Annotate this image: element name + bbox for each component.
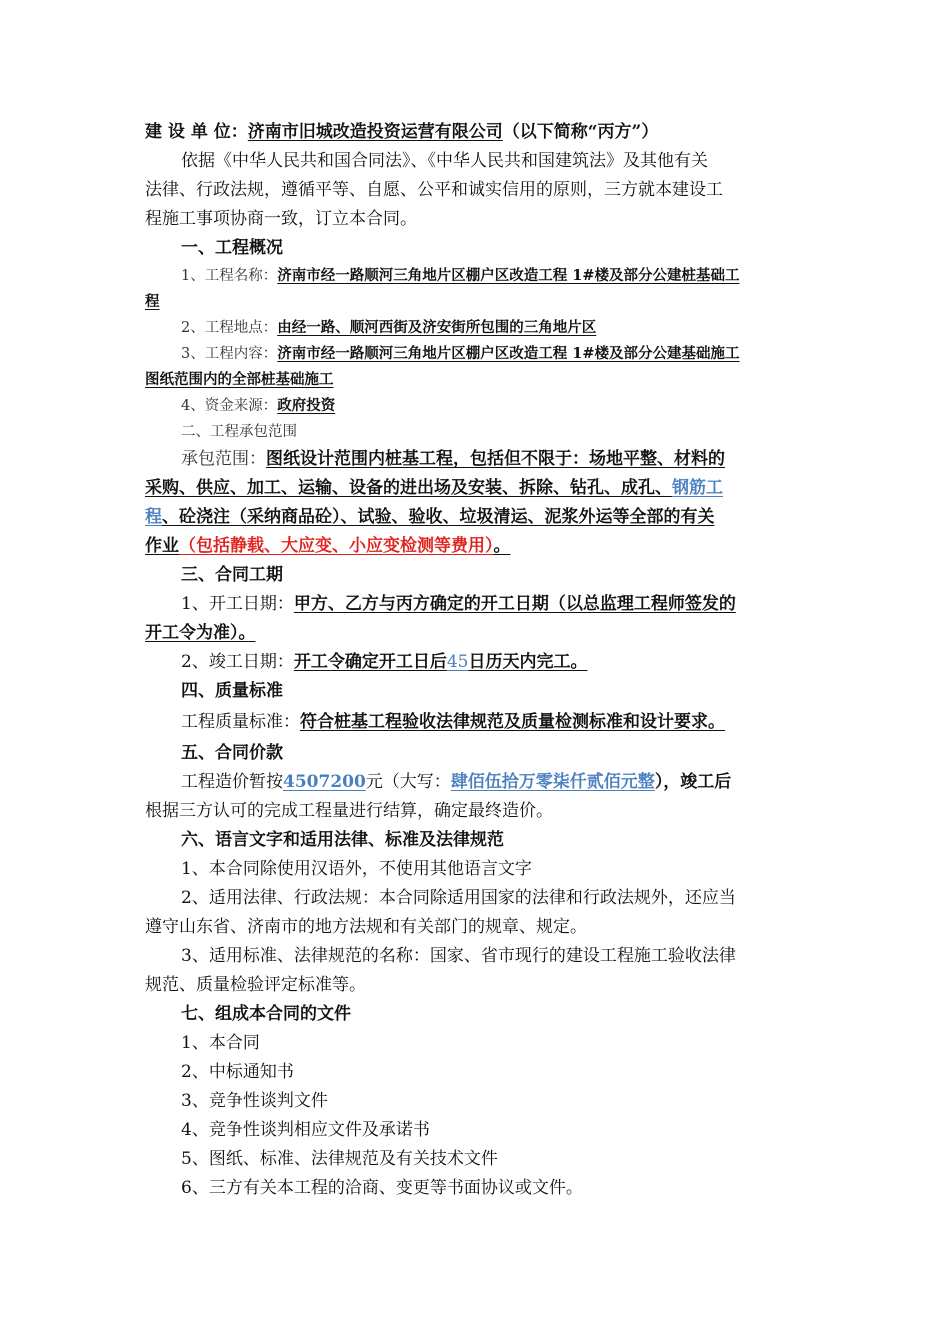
scope-testing-fees: （包括静载、大应变、小应变检测等费用） [179,536,494,556]
scope-text-2: 采购、供应、加工、运输、设备的进出场及安装、拆除、钻孔、成孔、 [145,478,672,498]
section-6-title: 六、语言文字和适用法律、标准及法律规范 [181,830,504,850]
language-item-2: 2、适用法律、行政法规：本合同除适用国家的法律和行政法规外，还应当 [181,888,736,908]
price-text-a: 工程造价暂按 [181,772,283,792]
section-2-title: 二、工程承包范围 [181,424,297,440]
language-item-3-cont: 规范、质量检验评定标准等。 [145,975,366,995]
contract-page [145,118,810,1203]
scope-line-1 [145,445,810,474]
intro-line-2: 法律、行政法规，遵循平等、自愿、公平和诚实信用的原则，三方就本建设工 [145,180,723,200]
document-item-1: 1、本合同 [181,1033,260,1053]
section-3-title: 三、合同工期 [181,565,283,585]
project-name-line [145,263,810,289]
start-date-value-cont: 开工令为准）。 [145,623,256,643]
scope-rebar-1: 钢筋工 [672,478,723,498]
fund-source-line [145,393,810,419]
end-date-text-b: 日历天内完工。 [468,652,588,672]
language-item-3: 3、适用标准、法律规范的名称：国家、省市现行的建设工程施工验收法律 [181,946,736,966]
start-date-value: 甲方、乙方与丙方确定的开工日期（以总监理工程师签发的 [293,594,736,614]
quality-line [145,708,810,737]
scope-line-3 [145,503,810,532]
fund-source-value: 政府投资 [277,397,336,414]
project-content-value: 济南市经一路顺河三角地片区棚户区改造工程 1#楼及部分公建基础施工 [277,345,740,362]
project-name-label: 1、工程名称： [181,268,278,284]
scope-label: 承包范围： [181,449,266,469]
document-item-4: 4、竞争性谈判相应文件及承诺书 [181,1120,430,1140]
scope-line-4 [145,532,810,561]
quality-value: 符合桩基工程验收法律规范及质量检测标准和设计要求。 [300,712,725,732]
scope-text-4: 作业 [145,536,179,556]
scope-line-2 [145,474,810,503]
scope-rebar-2: 程 [145,507,162,527]
section-4-title: 四、质量标准 [181,681,283,701]
section-5-title: 五、合同价款 [181,743,283,763]
start-date-line [145,590,810,619]
price-line-2: 根据三方认可的完成工程量进行结算，确定最终造价。 [145,801,553,821]
document-item-2: 2、中标通知书 [181,1062,294,1082]
document-item-6: 6、三方有关本工程的洽商、变更等书面协议或文件。 [181,1178,583,1198]
intro-line-3: 程施工事项协商一致，订立本合同。 [145,209,417,229]
end-date-line [145,648,810,677]
scope-end: 。 [493,536,511,556]
project-site-value: 由经一路、顺河西街及济安街所包围的三角地片区 [277,319,597,336]
end-date-text-a: 开工令确定开工日后 [293,652,447,672]
end-date-days: 45 [446,652,469,672]
project-name-value: 济南市经一路顺河三角地片区棚户区改造工程 1#楼及部分公建桩基础工 [277,267,740,284]
intro-line-1: 依据《中华人民共和国合同法》、《中华人民共和国建筑法》及其他有关 [181,151,708,171]
header-line [145,118,810,147]
header-label: 建 设 单 位： [145,122,248,142]
start-date-label: 1、开工日期： [181,594,294,614]
header-alias: （以下简称“丙方”） [502,122,659,142]
header-company: 济南市旧城改造投资运营有限公司 [247,122,503,142]
fund-source-label: 4、资金来源： [181,398,278,414]
quality-label: 工程质量标准： [181,712,300,732]
language-item-2-cont: 遵守山东省、济南市的地方法规和有关部门的规章、规定。 [145,917,587,937]
section-7-title: 七、组成本合同的文件 [181,1004,351,1024]
price-text-b: 元（大写： [365,772,451,792]
price-amount: 4507200 [283,772,366,792]
price-line-1 [145,768,810,797]
section-1-title: 一、工程概况 [181,238,283,258]
document-item-5: 5、图纸、标准、法律规范及有关技术文件 [181,1149,498,1169]
project-content-label: 3、工程内容： [181,346,278,362]
price-amount-chinese: 肆佰伍拾万零柒仟贰佰元整 [450,772,655,792]
project-content-value-cont: 图纸范围内的全部桩基础施工 [145,371,334,388]
project-site-line [145,315,810,341]
scope-text-1: 图纸设计范围内桩基工程，包括但不限于：场地平整、材料的 [266,449,725,469]
price-text-c: ），竣工后 [654,772,732,792]
document-item-3: 3、竞争性谈判文件 [181,1091,328,1111]
end-date-label: 2、竣工日期： [181,652,294,672]
project-name-value-cont: 程 [145,293,160,310]
project-site-label: 2、工程地点： [181,320,278,336]
scope-text-3: 、砼浇注（采纳商品砼）、试验、验收、垃圾清运、泥浆外运等全部的有关 [162,507,715,527]
language-item-1: 1、本合同除使用汉语外，不使用其他语言文字 [181,859,532,879]
project-content-line [145,341,810,367]
